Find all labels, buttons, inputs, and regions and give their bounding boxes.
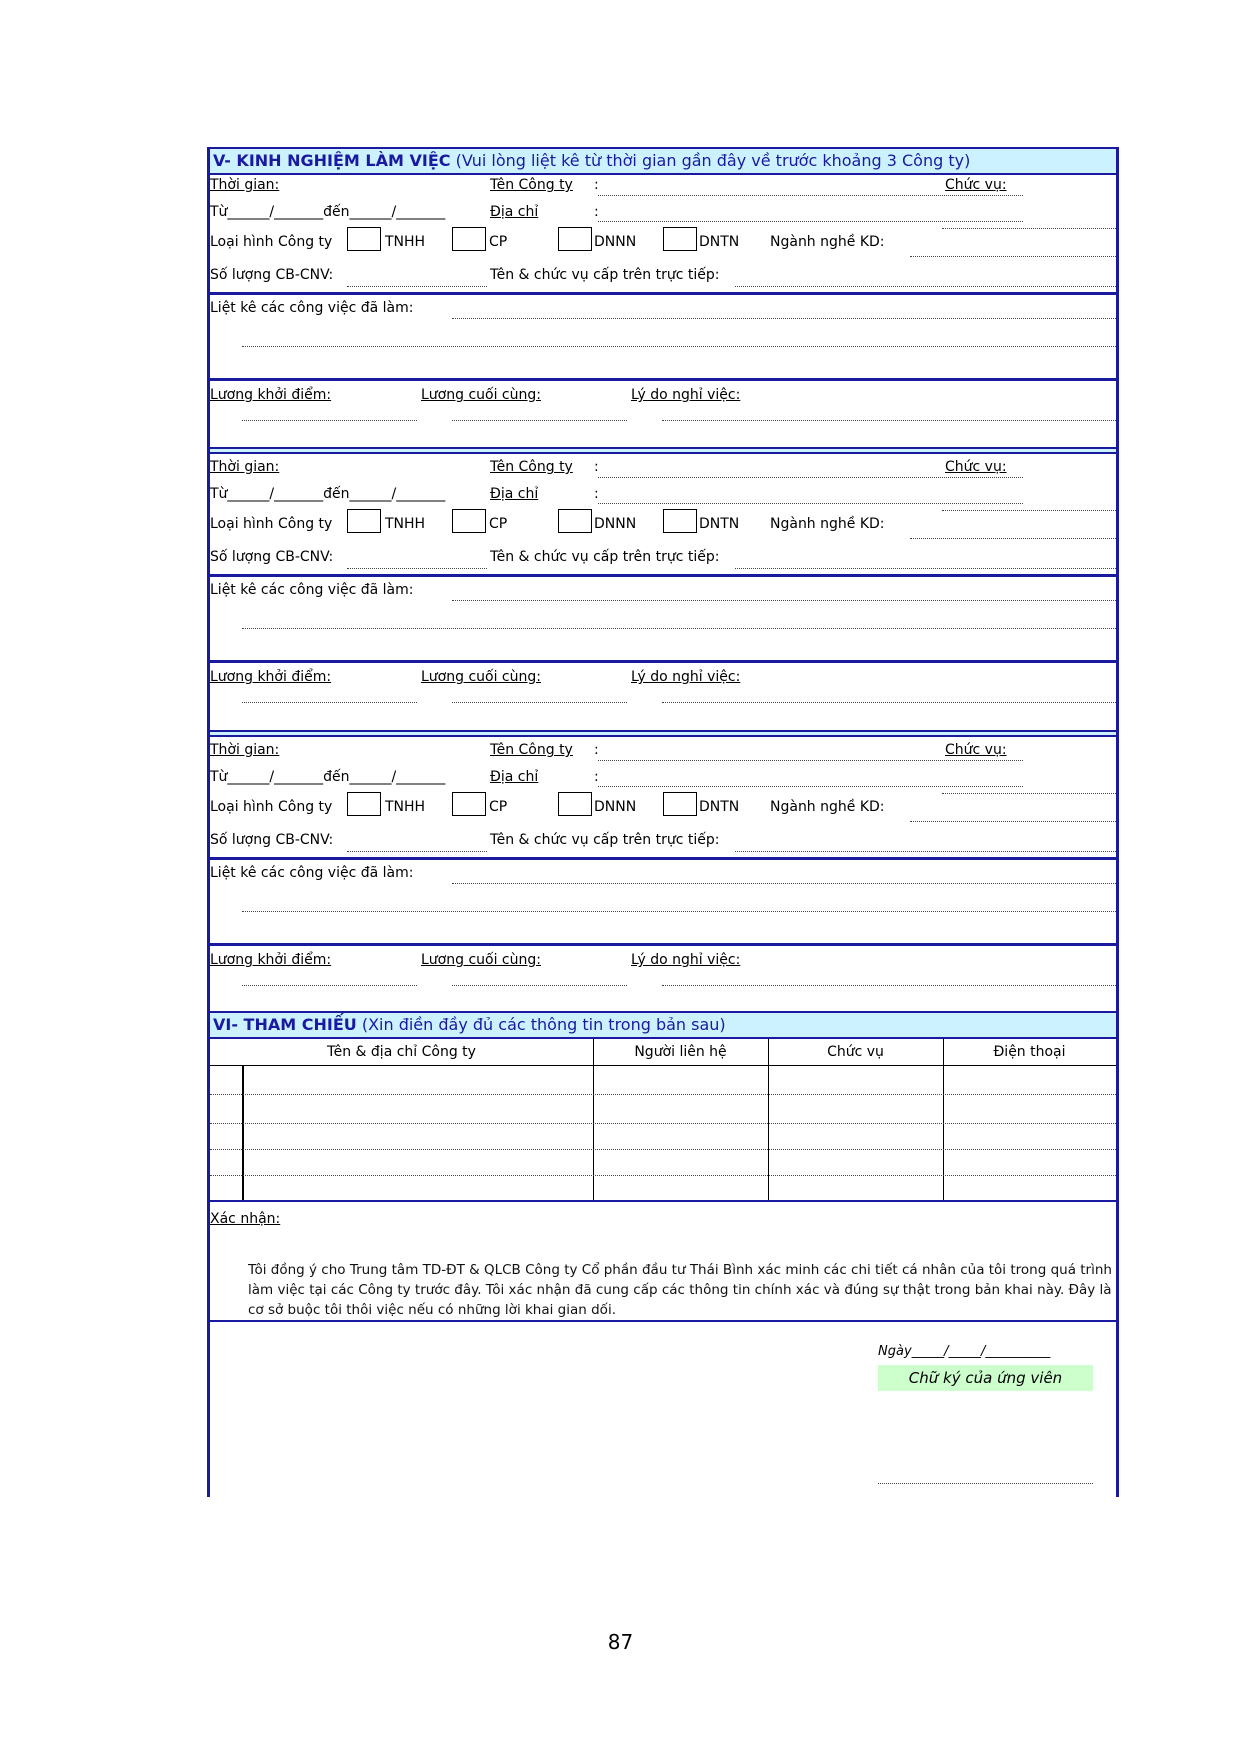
checkbox-dntn-3[interactable] [663,792,697,816]
table-bottom-rule [210,1200,1116,1202]
address-field-1[interactable] [598,221,1023,222]
company-name-label-2: Tên Công ty [490,459,573,475]
checkbox-dnnn-1[interactable] [558,227,592,251]
position-label-3: Chức vụ: [945,742,1007,758]
leave-reason-label-3: Lý do nghỉ việc: [631,952,741,968]
type-cp-label-1: CP [489,234,508,250]
time-label-1: Thời gian: [210,177,280,193]
address-field-3[interactable] [598,786,1023,787]
block-divider [210,292,1116,295]
tasks-field-3-b[interactable] [242,911,1116,912]
company-name-colon-1: : [594,177,599,193]
staff-count-label-2: Số lượng CB-CNV: [210,549,334,565]
checkbox-tnhh-3[interactable] [347,792,381,816]
address-colon-2: : [594,486,599,502]
staff-count-label-3: Số lượng CB-CNV: [210,832,334,848]
company-type-label-1: Loại hình Công ty [210,234,333,250]
last-salary-field-3[interactable] [452,985,627,986]
table-column-divider [593,1039,594,1201]
type-tnhh-label-3: TNHH [385,799,426,815]
position-label-2: Chức vụ: [945,459,1007,475]
business-field-label-2: Ngành nghề KD: [770,516,885,532]
leave-reason-field-2[interactable] [662,702,1116,703]
company-name-field-1[interactable] [598,195,1023,196]
from-to-field-2[interactable]: Từ______/_______đến______/_______ [210,486,446,502]
date-field[interactable]: Ngày_____/_____/__________ [878,1344,1051,1359]
tasks-field-2-b[interactable] [242,628,1116,629]
position-field-2[interactable] [942,510,1116,511]
column-header-2: Chức vụ [827,1044,884,1060]
table-row[interactable] [210,1175,1116,1176]
company-name-field-3[interactable] [598,760,1023,761]
last-salary-label-1: Lương cuối cùng: [421,387,541,403]
leave-reason-field-3[interactable] [662,985,1116,986]
block-separator [210,730,1116,737]
section-vi-header [210,1011,1116,1039]
supervisor-field-2[interactable] [735,568,1116,569]
signature-label: Chữ ký của ứng viên [878,1365,1093,1391]
company-name-colon-3: : [594,742,599,758]
block-divider [210,378,1116,381]
tasks-field-2-a[interactable] [452,600,1116,601]
column-header-1: Người liên hệ [634,1044,727,1060]
staff-count-field-1[interactable] [347,286,487,287]
from-to-field-3[interactable]: Từ______/_______đến______/_______ [210,769,446,785]
type-tnhh-label-1: TNHH [385,234,426,250]
section-vi-subtitle: (Xin điền đầy đủ các thông tin trong bản sau) [361,1015,726,1034]
table-header-rule [210,1065,1116,1066]
checkbox-tnhh-1[interactable] [347,227,381,251]
staff-count-label-1: Số lượng CB-CNV: [210,267,334,283]
address-label-1: Địa chỉ [490,204,539,220]
leave-reason-field-1[interactable] [662,420,1116,421]
tasks-label-1: Liệt kê các công việc đã làm: [210,300,414,316]
confirmation-text: Tôi đồng ý cho Trung tâm TD-ĐT & QLCB Công ty Cổ phần đầu tư Thái Bình xác minh các chi tiết cá nhân của tôi trong quá trình làm việc tại các Công ty trước đây. Tôi xác nhận đã cung cấp các thông tin chính xác và đúng sự thật trong bản khai này. Đây là cơ sở buộc tôi thôi việc nếu có những lời khai gian dối. [248,1262,1112,1318]
tasks-label-2: Liệt kê các công việc đã làm: [210,582,414,598]
table-column-divider [768,1039,769,1201]
type-dnnn-label-3: DNNN [594,799,637,815]
business-field-2[interactable] [910,538,1116,539]
supervisor-label-1: Tên & chức vụ cấp trên trực tiếp: [490,267,720,283]
address-colon-3: : [594,769,599,785]
type-cp-label-2: CP [489,516,508,532]
type-dntn-label-3: DNTN [699,799,740,815]
checkbox-dnnn-2[interactable] [558,509,592,533]
address-colon-1: : [594,204,599,220]
business-field-label-3: Ngành nghề KD: [770,799,885,815]
last-salary-label-2: Lương cuối cùng: [421,669,541,685]
last-salary-field-1[interactable] [452,420,627,421]
start-salary-label-3: Lương khởi điểm: [210,952,332,968]
last-salary-field-2[interactable] [452,702,627,703]
start-salary-field-3[interactable] [242,985,417,986]
table-index-divider [242,1065,244,1201]
supervisor-label-3: Tên & chức vụ cấp trên trực tiếp: [490,832,720,848]
business-field-3[interactable] [910,821,1116,822]
application-form [207,147,1119,1497]
supervisor-field-1[interactable] [735,286,1116,287]
checkbox-cp-1[interactable] [452,227,486,251]
leave-reason-label-1: Lý do nghỉ việc: [631,387,741,403]
checkbox-dnnn-3[interactable] [558,792,592,816]
type-tnhh-label-2: TNHH [385,516,426,532]
last-salary-label-3: Lương cuối cùng: [421,952,541,968]
section-vi-title: VI- THAM CHIẾU [213,1015,357,1034]
type-dnnn-label-2: DNNN [594,516,637,532]
position-label-1: Chức vụ: [945,177,1007,193]
type-dntn-label-1: DNTN [699,234,740,250]
checkbox-tnhh-2[interactable] [347,509,381,533]
type-dnnn-label-1: DNNN [594,234,637,250]
type-cp-label-3: CP [489,799,508,815]
tasks-label-3: Liệt kê các công việc đã làm: [210,865,414,881]
table-row[interactable] [210,1123,1116,1124]
checkbox-cp-3[interactable] [452,792,486,816]
company-name-colon-2: : [594,459,599,475]
from-to-field-1[interactable]: Từ______/_______đến______/_______ [210,204,446,220]
section-v-subtitle: (Vui lòng liệt kê từ thời gian gần đây về trước khoảng 3 Công ty) [455,151,971,170]
checkbox-cp-2[interactable] [452,509,486,533]
time-label-2: Thời gian: [210,459,280,475]
tasks-field-1-b[interactable] [242,346,1116,347]
supervisor-label-2: Tên & chức vụ cấp trên trực tiếp: [490,549,720,565]
start-salary-field-2[interactable] [242,702,417,703]
company-name-field-2[interactable] [598,477,1023,478]
tasks-field-3-a[interactable] [452,883,1116,884]
page-number: 87 [607,1630,634,1654]
column-header-3: Điện thoại [993,1044,1066,1060]
start-salary-label-2: Lương khởi điểm: [210,669,332,685]
confirmation-divider [210,1320,1116,1322]
address-label-2: Địa chỉ [490,486,539,502]
section-v-header [210,147,1116,175]
address-label-3: Địa chỉ [490,769,539,785]
company-type-label-2: Loại hình Công ty [210,516,333,532]
checkbox-dntn-2[interactable] [663,509,697,533]
company-type-label-3: Loại hình Công ty [210,799,333,815]
table-column-divider [943,1039,944,1201]
checkbox-dntn-1[interactable] [663,227,697,251]
staff-count-field-2[interactable] [347,568,487,569]
start-salary-label-1: Lương khởi điểm: [210,387,332,403]
column-header-0: Tên & địa chỉ Công ty [327,1044,476,1060]
confirmation-label: Xác nhận: [210,1211,281,1227]
block-divider [210,943,1116,946]
leave-reason-label-2: Lý do nghỉ việc: [631,669,741,685]
supervisor-field-3[interactable] [735,851,1116,852]
tasks-field-1-a[interactable] [452,318,1116,319]
staff-count-field-3[interactable] [347,851,487,852]
table-row[interactable] [210,1094,1116,1095]
table-row[interactable] [210,1149,1116,1150]
position-field-1[interactable] [942,228,1116,229]
block-divider [210,660,1116,663]
block-divider [210,857,1116,860]
business-field-1[interactable] [910,256,1116,257]
block-separator [210,447,1116,454]
signature-line[interactable] [878,1483,1093,1484]
section-v-title: V- KINH NGHIỆM LÀM VIỆC [213,151,451,170]
business-field-label-1: Ngành nghề KD: [770,234,885,250]
time-label-3: Thời gian: [210,742,280,758]
type-dntn-label-2: DNTN [699,516,740,532]
start-salary-field-1[interactable] [242,420,417,421]
position-field-3[interactable] [942,793,1116,794]
address-field-2[interactable] [598,503,1023,504]
block-divider [210,574,1116,577]
company-name-label-1: Tên Công ty [490,177,573,193]
company-name-label-3: Tên Công ty [490,742,573,758]
